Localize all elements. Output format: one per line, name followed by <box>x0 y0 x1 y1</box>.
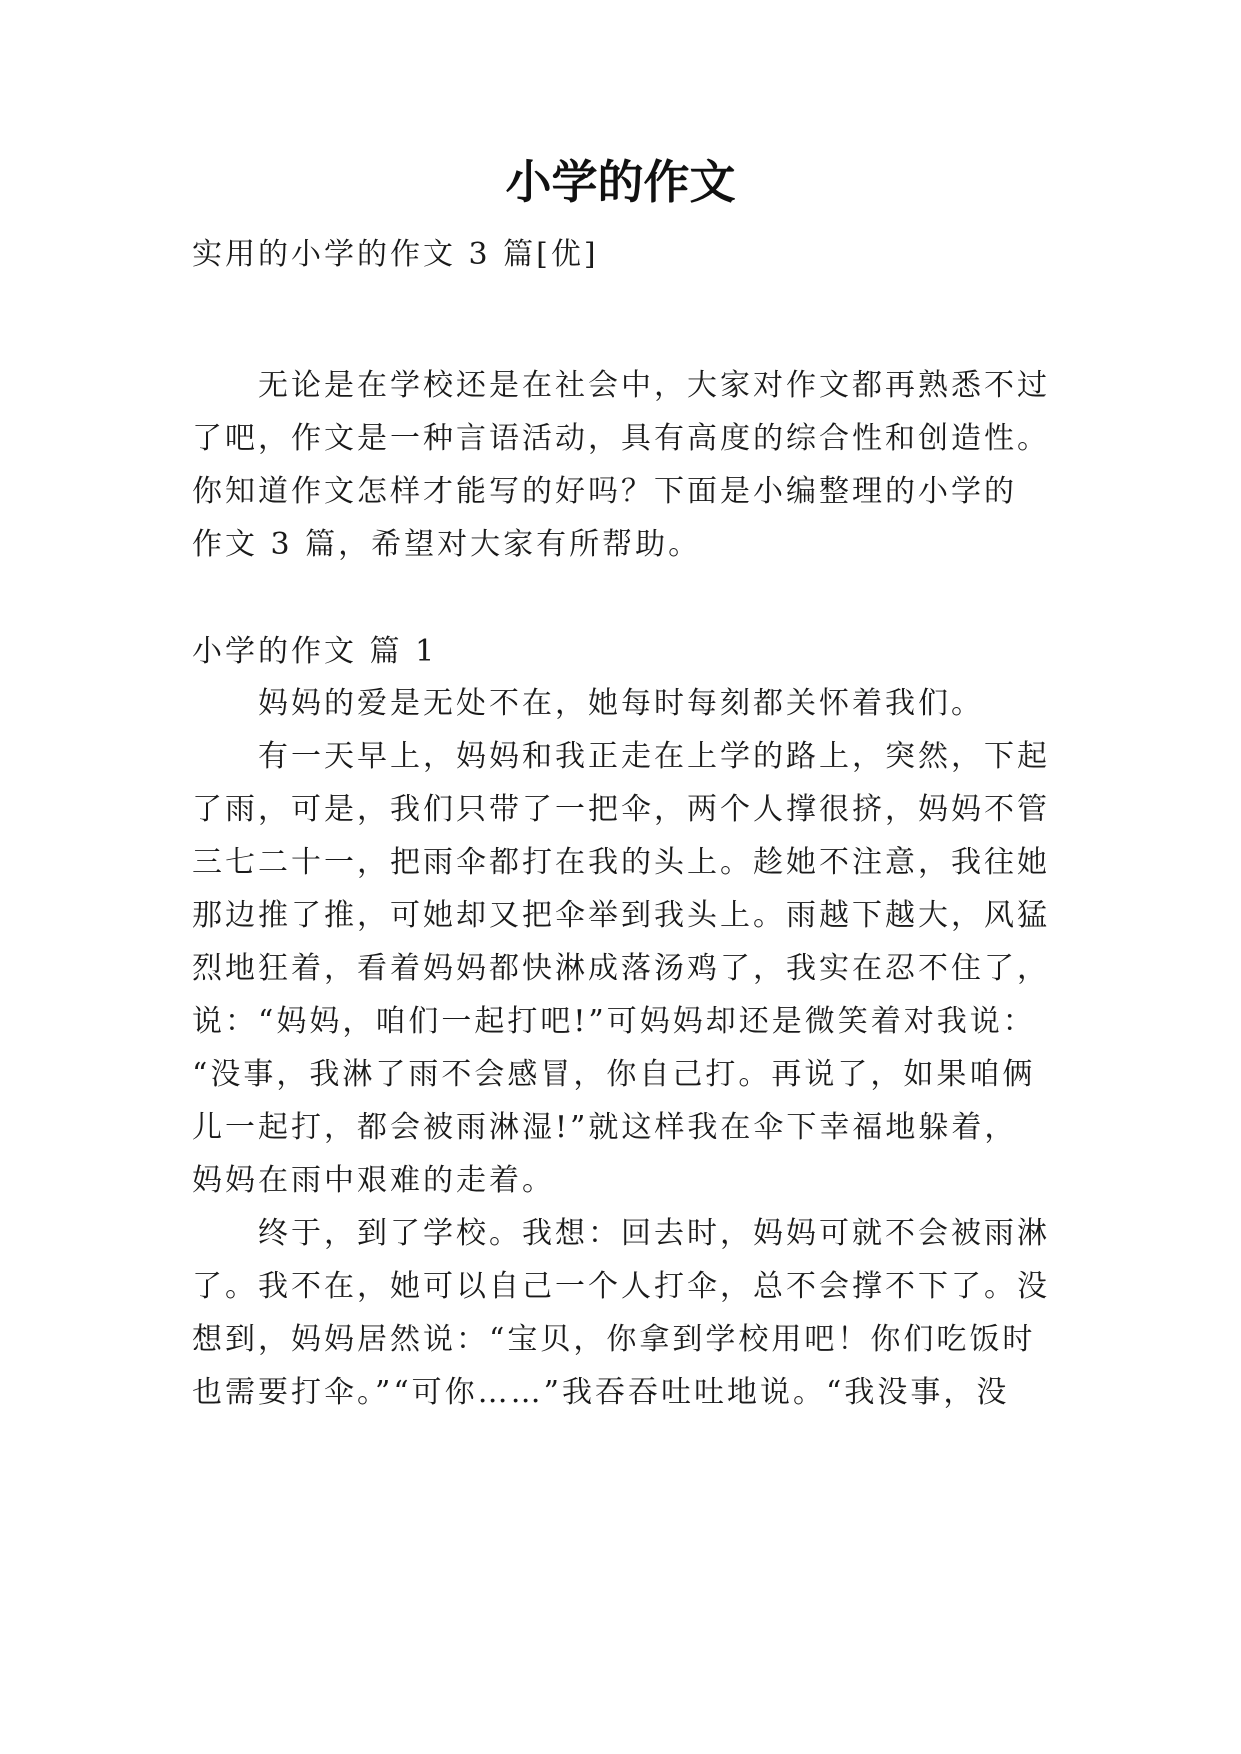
paragraph-line: 烈地狂着，看着妈妈都快淋成落汤鸡了，我实在忍不住了， <box>192 951 1050 986</box>
document-title: 小学的作文 <box>505 155 736 209</box>
paragraph-line: 说：“妈妈，咱们一起打吧!”可妈妈却还是微笑着对我说： <box>192 1004 1036 1039</box>
paragraph-line: 想到，妈妈居然说：“宝贝，你拿到学校用吧！你们吃饭时 <box>192 1322 1036 1357</box>
paragraph-line: 也需要打伞。”“可你……”我吞吞吐吐地说。“我没事，没 <box>192 1375 1010 1410</box>
paragraph-line: 有一天早上，妈妈和我正走在上学的路上，突然，下起 <box>258 739 1050 774</box>
section-heading: 小学的作文 篇 1 <box>192 634 438 669</box>
document-subtitle: 实用的小学的作文 3 篇[优] <box>192 237 599 272</box>
paragraph-line: 妈妈的爱是无处不在，她每时每刻都关怀着我们。 <box>258 686 984 721</box>
paragraph-line: 儿一起打，都会被雨淋湿!”就这样我在伞下幸福地躲着， <box>192 1110 1018 1145</box>
intro-line: 作文 3 篇，希望对大家有所帮助。 <box>192 527 702 562</box>
paragraph-line: 终于，到了学校。我想：回去时，妈妈可就不会被雨淋 <box>258 1216 1050 1251</box>
intro-line: 了吧，作文是一种言语活动，具有高度的综合性和创造性。 <box>192 421 1050 456</box>
paragraph-line: 那边推了推，可她却又把伞举到我头上。雨越下越大，风猛 <box>192 898 1050 933</box>
paragraph-line: 三七二十一，把雨伞都打在我的头上。趁她不注意，我往她 <box>192 845 1050 880</box>
paragraph-line: 了。我不在，她可以自己一个人打伞，总不会撑不下了。没 <box>192 1269 1050 1304</box>
intro-line: 你知道作文怎样才能写的好吗？下面是小编整理的小学的 <box>192 474 1017 509</box>
paragraph-line: “没事，我淋了雨不会感冒，你自己打。再说了，如果咱俩 <box>192 1057 1036 1092</box>
paragraph-line: 妈妈在雨中艰难的走着。 <box>192 1163 555 1198</box>
paragraph-line: 了雨，可是，我们只带了一把伞，两个人撑很挤，妈妈不管 <box>192 792 1050 827</box>
intro-line: 无论是在学校还是在社会中，大家对作文都再熟悉不过 <box>258 368 1050 403</box>
